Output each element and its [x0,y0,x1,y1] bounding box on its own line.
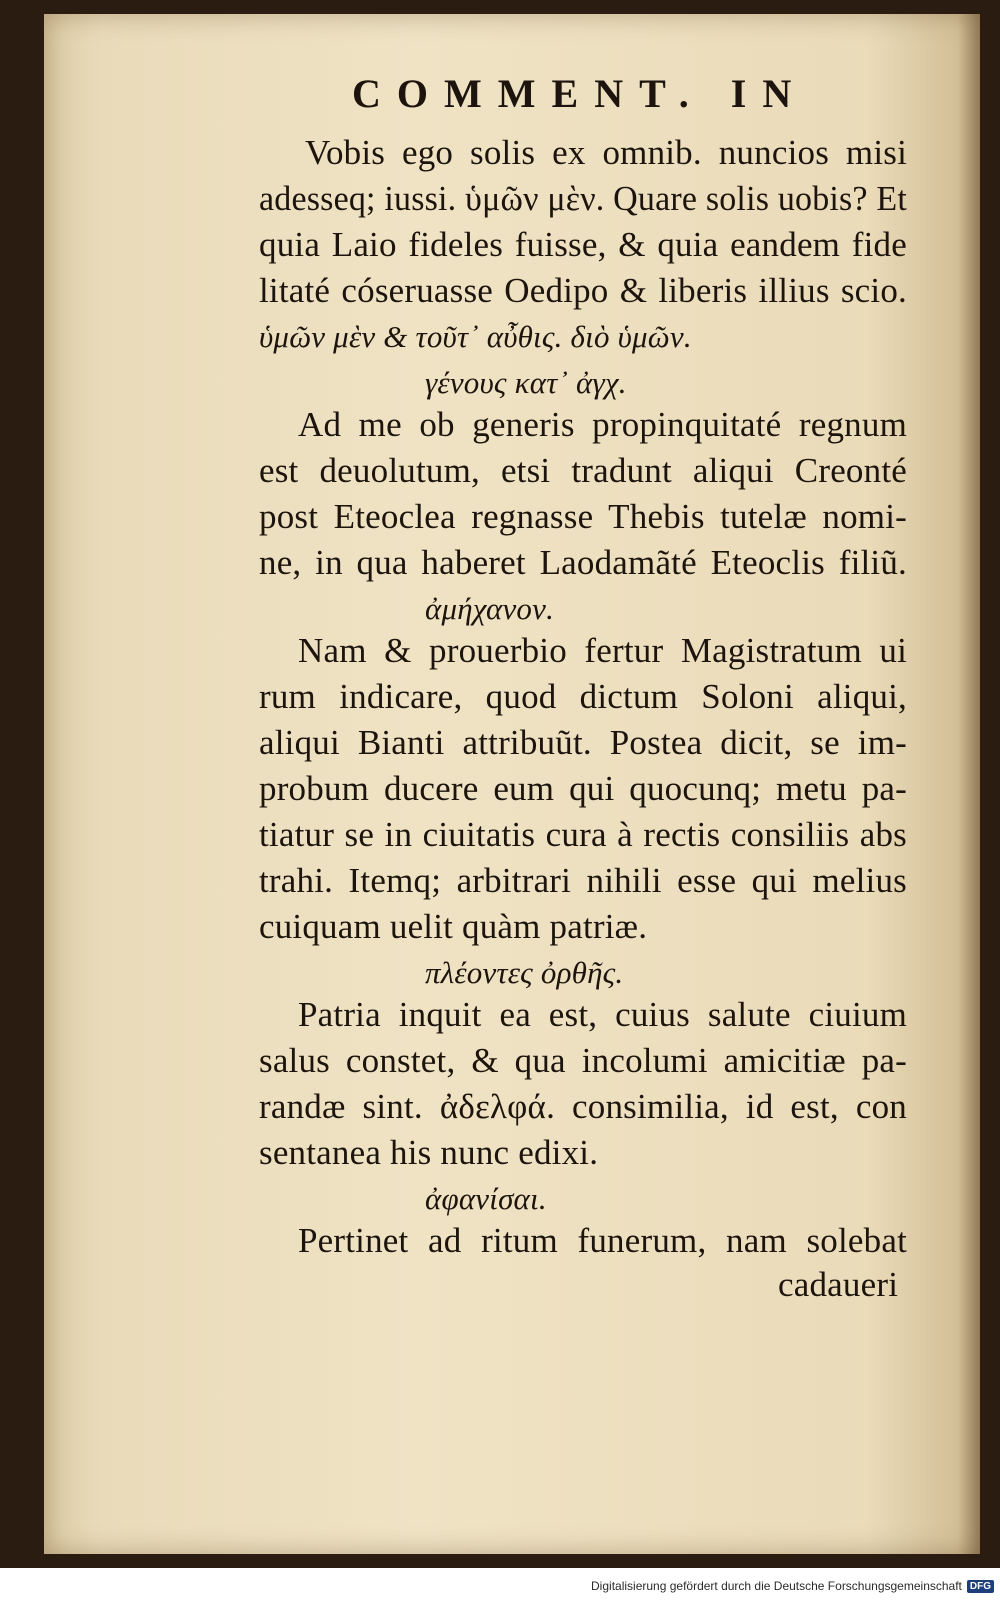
text-line-14: trahi. Itemq; arbitrari nihili esse qui melius [259,861,907,900]
greek-lemma-2: ἀμήχανον. [425,591,555,626]
text-line-10: rum indicare, quod dictum Soloni aliqui, [259,677,907,716]
text-line-6: est deuolutum, etsi tradunt aliqui Creonté [259,451,907,490]
page-edge-shadow [958,14,980,1554]
text-line-9: Nam & prouerbio fertur Magistratum ui [298,631,907,670]
text-line-2: adesseq; iussi. ὑμῶν μὲν. Quare solis uobis? Et [259,179,907,218]
catchword: cadaueri [778,1265,899,1304]
text-line-8: ne, in qua haberet Laodamãté Eteoclis filiũ. [259,543,907,582]
text-line-13: tiatur se in ciuitatis cura à rectis consiliis abs [259,815,907,854]
text-line-17: salus constet, & qua incolumi amicitiæ pa- [259,1041,907,1080]
text-line-19: sentanea his nunc edixi. [259,1133,599,1172]
greek-lemma-4: ἀφανίσαι. [425,1181,547,1216]
text-line-4: litaté cóseruasse Oedipo & liberis illius scio. [259,271,907,310]
footer-credit-text: Digitalisierung gefördert durch die Deutsche Forschungsgemeinschaft [591,1579,962,1593]
running-header: COMMENT. IN [352,71,808,116]
text-line-1: Vobis ego solis ex omnib. nuncios misi [305,133,907,172]
text-line-18: randæ sint. ἀδελφά. consimilia, id est, con [259,1087,907,1126]
dfg-logo: DFG [967,1580,994,1593]
text-line-12: probum ducere eum qui quocunq; metu pa- [259,769,907,808]
text-line-3: quia Laio fideles fuisse, & quia eandem fide [259,225,907,264]
greek-lemma-1: γένους κατ᾽ ἀγχ. [425,365,627,400]
text-line-16: Patria inquit ea est, cuius salute ciuium [298,995,907,1034]
greek-lemma-3: πλέοντες ὀρθῆς. [425,955,624,990]
text-line-20: Pertinet ad ritum funerum, nam solebat [298,1221,907,1260]
greek-line-1: ὑμῶν μὲν & τοῦτ᾽ αὖθις. διὸ ὑμῶν. [259,319,692,354]
text-line-5: Ad me ob generis propinquitaté regnum [298,405,907,444]
text-line-7: post Eteoclea regnasse Thebis tutelæ nomi- [259,497,907,536]
text-line-11: aliqui Bianti attribuũt. Postea dicit, se im- [259,723,907,762]
text-line-15: cuiquam uelit quàm patriæ. [259,907,648,946]
footer-credit [591,1576,994,1596]
